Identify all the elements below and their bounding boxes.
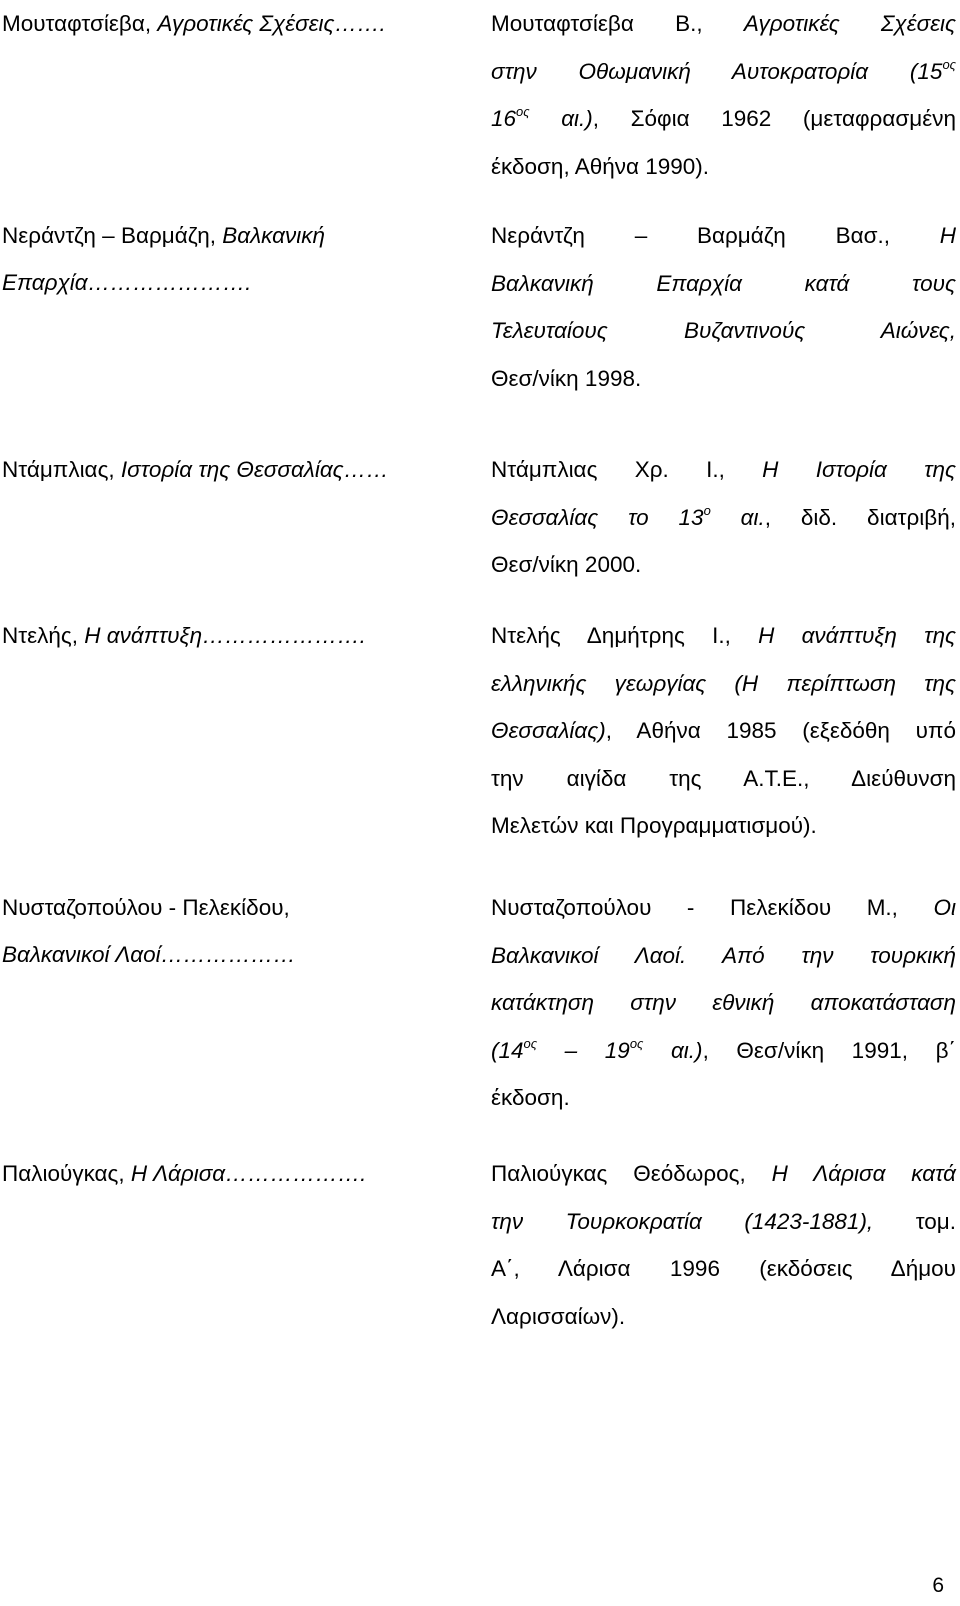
- page-number: 6: [932, 1574, 944, 1597]
- text-line: [491, 1074, 956, 1122]
- text-line: [491, 143, 956, 191]
- italic-text: Η: [939, 223, 956, 248]
- text-line: [491, 1198, 956, 1246]
- italic-text: Επαρχία………………….: [2, 270, 252, 295]
- italic-text: Βαλκανική Επαρχία κατά τους: [491, 270, 956, 296]
- text-line: [491, 260, 956, 308]
- text-line: [491, 494, 956, 542]
- full-citation: [491, 612, 956, 850]
- full-citation: [491, 212, 956, 402]
- short-citation: [2, 612, 462, 659]
- text-run: έκδοση.: [491, 1085, 570, 1110]
- text-line: [491, 1293, 956, 1341]
- text-run: , Αθήνα 1985 (εξεδόθη υπό: [605, 718, 956, 743]
- short-citation: [2, 446, 462, 493]
- italic-text: Η Ιστορία της: [762, 457, 956, 482]
- italic-text: 16: [491, 106, 517, 131]
- full-citation: [491, 1150, 956, 1340]
- text-line: [2, 0, 462, 47]
- text-run: Ντελής,: [2, 623, 85, 648]
- italic-text: αι.): [529, 106, 593, 131]
- text-line: [2, 446, 462, 493]
- text-run: , Σόφια 1962 (μεταφρασμένη: [592, 106, 957, 131]
- text-line: [491, 884, 956, 932]
- italic-text: Η Λάρισα……………….: [130, 1161, 367, 1186]
- italic-text: Βαλκανικοί Λαοί. Από την τουρκική: [491, 942, 956, 968]
- italic-text: Βαλκανικοί Λαοί………………: [2, 942, 296, 967]
- superscript-text: ο: [703, 502, 711, 518]
- italic-text: Ιστορία της Θεσσαλίας……: [120, 457, 389, 482]
- text-line: [491, 979, 956, 1027]
- italic-text: Οι: [933, 895, 956, 920]
- text-run: Λαρισσαίων).: [491, 1303, 626, 1329]
- text-line: [491, 541, 956, 589]
- text-run: Ντελής Δημήτρης Ι.,: [491, 623, 759, 648]
- text-run: Παλιούγκας Θεόδωρος,: [491, 1161, 772, 1186]
- text-run: έκδοση, Αθήνα 1990).: [491, 153, 710, 179]
- italic-text: ελληνικής γεωργίας (Η περίπτωση της: [491, 670, 956, 696]
- text-line: [491, 212, 956, 260]
- text-run: Νυσταζοπούλου - Πελεκίδου Μ.,: [491, 895, 934, 920]
- text-run: Ντάμπλιας Χρ. Ι.,: [491, 457, 763, 482]
- text-line: [491, 755, 956, 803]
- italic-text: – 19: [537, 1037, 630, 1063]
- text-line: [491, 660, 956, 708]
- italic-text: Η Λάρισα κατά: [771, 1161, 956, 1186]
- full-citation: [491, 884, 956, 1122]
- text-line: [491, 1027, 956, 1075]
- superscript-text: ος: [629, 1035, 644, 1051]
- text-run: Θεσ/νίκη 2000.: [491, 552, 642, 577]
- italic-text: (14: [491, 1037, 524, 1063]
- italic-text: την Τουρκοκρατία (1423-1881),: [491, 1208, 874, 1234]
- text-line: [2, 884, 462, 931]
- text-line: [491, 446, 956, 494]
- text-line: [2, 212, 462, 259]
- text-line: [491, 1150, 956, 1198]
- text-line: [491, 802, 956, 850]
- text-run: την αιγίδα της Α.Τ.Ε., Διεύθυνση: [491, 765, 956, 791]
- italic-text: Τελευταίους Βυζαντινούς Αιώνες,: [491, 318, 956, 343]
- italic-text: Αγροτικές Σχέσεις…….: [157, 11, 386, 36]
- superscript-text: ος: [516, 104, 530, 119]
- italic-text: αι.): [643, 1037, 703, 1063]
- text-run: Θεσ/νίκη 1998.: [491, 365, 642, 391]
- italic-text: Η ανάπτυξη της: [758, 623, 956, 648]
- short-citation: [2, 0, 462, 47]
- text-line: [491, 0, 956, 48]
- italic-text: αι.: [710, 504, 765, 530]
- full-citation: [491, 446, 956, 589]
- italic-text: Θεσσαλίας το 13: [491, 504, 704, 530]
- text-run: , Θεσ/νίκη 1991, β΄: [702, 1037, 957, 1063]
- italic-text: Αγροτικές Σχέσεις: [743, 11, 956, 36]
- text-line: [2, 1150, 462, 1197]
- text-run: , διδ. διατριβή,: [764, 504, 956, 530]
- italic-text: Θεσσαλίας): [491, 718, 606, 743]
- text-line: [2, 259, 462, 306]
- text-run: Νυσταζοπούλου - Πελεκίδου,: [2, 895, 290, 920]
- superscript-text: ος: [942, 56, 956, 72]
- text-line: [491, 95, 956, 143]
- superscript-text: ος: [523, 1035, 538, 1051]
- text-line: [491, 355, 956, 403]
- italic-text: στην Οθωμανική Αυτοκρατορία (15: [491, 58, 943, 84]
- text-line: [491, 932, 956, 980]
- text-run: Νεράντζη – Βαρμάζη Βασ.,: [491, 223, 940, 248]
- text-line: [491, 307, 956, 355]
- short-citation: [2, 884, 462, 978]
- italic-text: Η ανάπτυξη………………….: [84, 623, 366, 648]
- italic-text: κατάκτηση στην εθνική αποκατάσταση: [491, 990, 956, 1015]
- short-citation: [2, 1150, 462, 1197]
- text-run: Μουταφτσίεβα,: [2, 11, 158, 36]
- text-line: [491, 48, 956, 96]
- italic-text: Βαλκανική: [222, 223, 325, 248]
- text-line: [491, 1245, 956, 1293]
- text-run: Α΄, Λάρισα 1996 (εκδόσεις Δήμου: [491, 1256, 956, 1281]
- text-run: Μελετών και Προγραμματισμού).: [491, 813, 817, 838]
- text-run: Παλιούγκας,: [2, 1161, 131, 1186]
- short-citation: [2, 212, 462, 306]
- text-run: τομ.: [873, 1208, 956, 1234]
- text-line: [491, 612, 956, 660]
- text-line: [2, 931, 462, 978]
- text-run: Ντάμπλιας,: [2, 457, 121, 482]
- text-run: Μουταφτσίεβα Β.,: [491, 11, 744, 36]
- text-run: Νεράντζη – Βαρμάζη,: [2, 223, 223, 248]
- text-line: [491, 707, 956, 755]
- full-citation: [491, 0, 956, 190]
- text-line: [2, 612, 462, 659]
